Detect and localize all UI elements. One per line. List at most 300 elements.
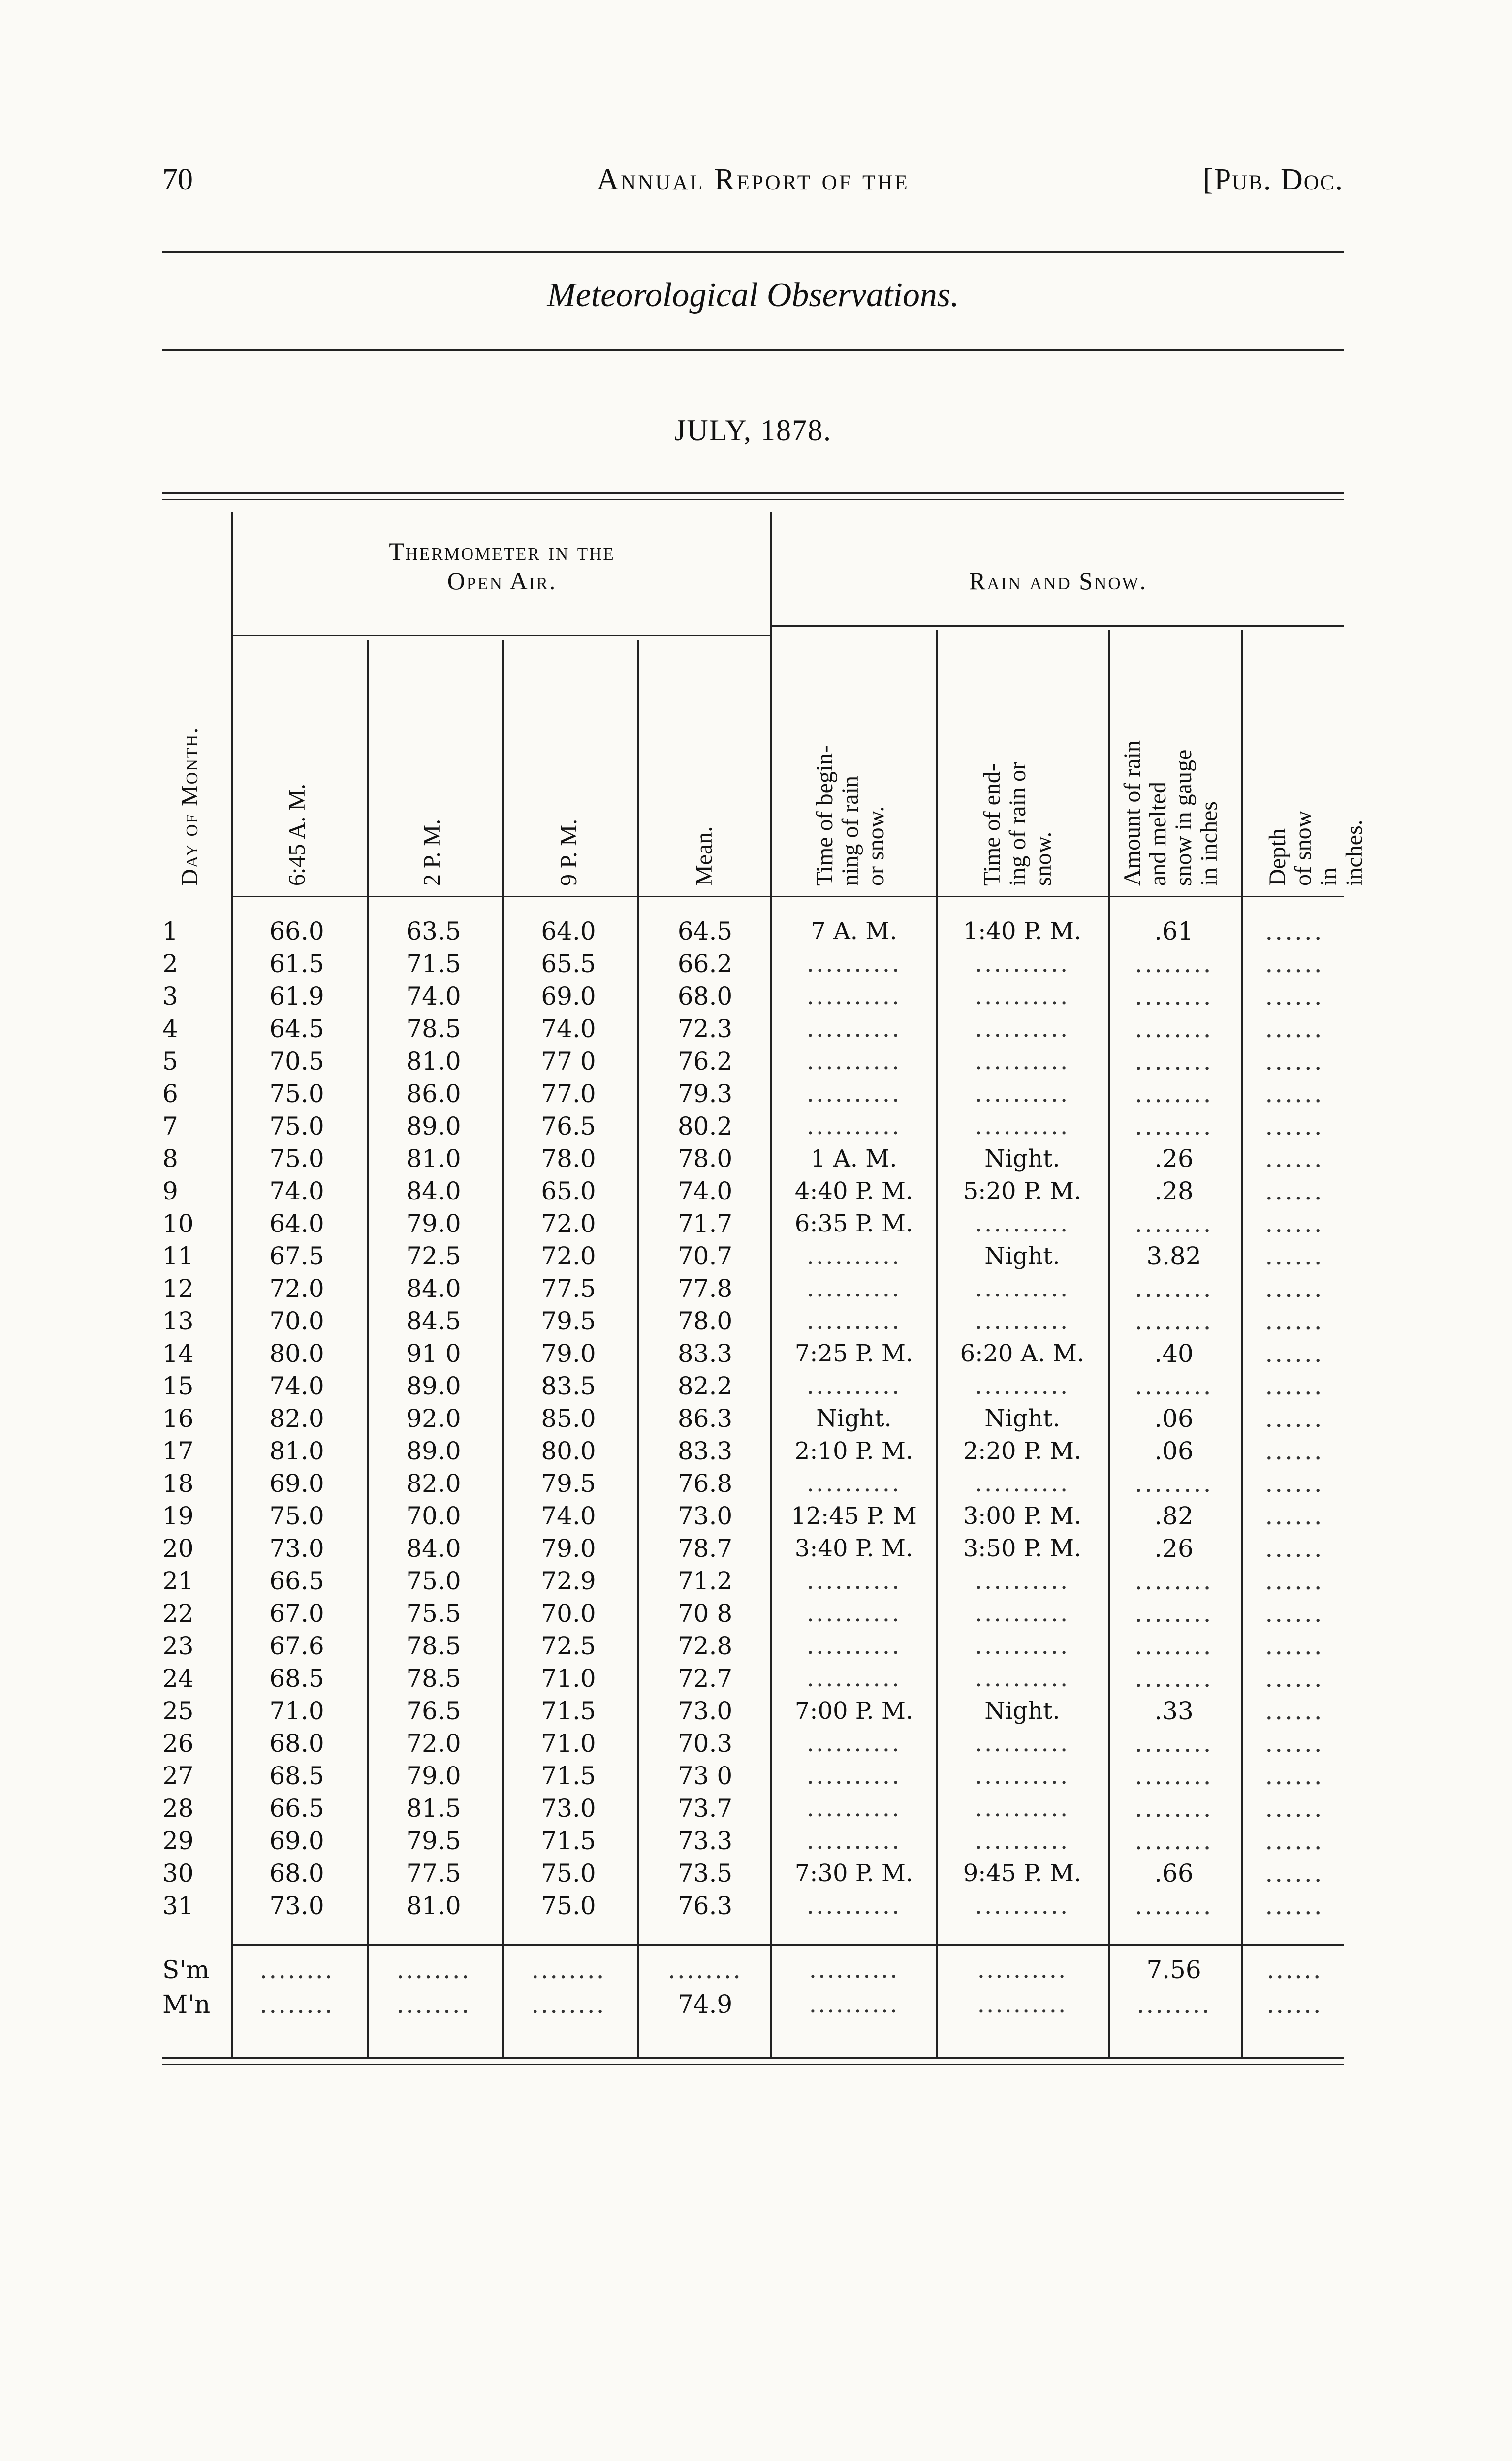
end-time-header: Time of end- ing of rain or snow.	[979, 762, 1056, 886]
table-row	[162, 1208, 1344, 1239]
end-time-cell: ..........	[975, 1307, 1070, 1335]
amount-cell: ........	[1134, 1014, 1213, 1043]
table-row	[162, 1890, 1344, 1922]
pm2-temp-cell: 79.0	[406, 1762, 461, 1790]
pm2-temp-cell: 71.5	[406, 949, 461, 978]
mean-temp-cell: 73.0	[677, 1697, 733, 1725]
end-time-cell: ..........	[975, 1827, 1070, 1855]
pm9-temp-cell: 72.9	[541, 1567, 596, 1595]
end-time-cell: ..........	[975, 1470, 1070, 1497]
amount-cell: ........	[1134, 1372, 1213, 1400]
begin-time-cell: 4:40 P. M.	[794, 1177, 914, 1205]
am-temp-cell: 68.0	[269, 1729, 324, 1758]
amount-cell: .06	[1154, 1404, 1194, 1433]
mean-temp-cell: 70.7	[677, 1242, 733, 1270]
am-temp-cell: 75.0	[269, 1112, 324, 1140]
amount-cell: ........	[1134, 1827, 1213, 1855]
pm2-header: 2 P. M.	[419, 819, 445, 886]
pm9-temp-cell: 71.5	[541, 1697, 596, 1725]
amount-cell: ........	[1134, 1047, 1213, 1075]
pm9-temp-cell: 70.0	[541, 1599, 596, 1628]
am-temp-cell: 75.0	[269, 1502, 324, 1530]
day-cell: 12	[162, 1274, 194, 1303]
mean-temp-cell: 78.0	[677, 1144, 733, 1173]
depth-cell: ......	[1265, 1794, 1324, 1823]
pm2-temp-cell: 77.5	[406, 1859, 461, 1888]
depth-cell: ......	[1265, 1274, 1324, 1303]
table-row	[162, 1175, 1344, 1207]
day-cell: 17	[162, 1437, 194, 1465]
depth-cell: ......	[1265, 1047, 1324, 1075]
pm2-temp-cell: 89.0	[406, 1437, 461, 1465]
sum-end: ..........	[977, 1956, 1068, 1984]
mean-temp-cell: 77.8	[677, 1274, 733, 1303]
end-time-cell: ..........	[975, 1567, 1070, 1595]
mean-temp-cell: 70.3	[677, 1729, 733, 1758]
end-time-cell: ..........	[975, 982, 1070, 1010]
day-cell: 31	[162, 1892, 194, 1920]
begin-time-cell: ..........	[806, 1372, 902, 1400]
table-row	[162, 1598, 1344, 1629]
end-time-cell: Night.	[984, 1697, 1060, 1725]
am-temp-cell: 68.0	[269, 1859, 324, 1888]
table-row	[162, 1403, 1344, 1434]
pm9-temp-cell: 72.5	[541, 1632, 596, 1660]
pm9-temp-cell: 79.0	[541, 1339, 596, 1368]
pm9-temp-cell: 71.0	[541, 1729, 596, 1758]
sum-pm2: ........	[396, 1956, 471, 1984]
begin-time-cell: ..........	[806, 1795, 902, 1822]
depth-cell: ......	[1265, 982, 1324, 1010]
table-bottom-rule	[162, 2057, 1344, 2065]
pm2-temp-cell: 89.0	[406, 1112, 461, 1140]
group-rule	[770, 625, 1344, 627]
day-cell: 2	[162, 949, 178, 978]
pm9-temp-cell: 77.0	[541, 1079, 596, 1108]
depth-cell: ......	[1265, 1209, 1324, 1238]
end-time-cell: 3:50 P. M.	[963, 1535, 1082, 1562]
day-cell: 30	[162, 1859, 194, 1888]
end-time-cell: 3:00 P. M.	[963, 1502, 1082, 1530]
pm9-temp-cell: 78.0	[541, 1144, 596, 1173]
mean-temp-cell: 76.3	[677, 1892, 733, 1920]
table-row	[162, 1110, 1344, 1142]
table-row	[162, 1728, 1344, 1759]
am-header: 6:45 A. M.	[284, 783, 310, 886]
mean-temp-cell: 73.7	[677, 1794, 733, 1823]
am-temp-cell: 67.0	[269, 1599, 324, 1628]
observations-table	[162, 492, 1367, 2072]
mean-temp-cell: 78.0	[677, 1307, 733, 1335]
begin-time-cell: ..........	[806, 982, 902, 1010]
amount-cell: ........	[1134, 1599, 1213, 1628]
day-cell: 24	[162, 1664, 194, 1693]
end-time-cell: Night.	[984, 1145, 1060, 1172]
table-row	[162, 915, 1344, 947]
pm9-temp-cell: 77.5	[541, 1274, 596, 1303]
table-row	[162, 980, 1344, 1012]
begin-time-cell: 1 A. M.	[811, 1145, 897, 1172]
begin-time-cell: ..........	[806, 1665, 902, 1692]
amount-cell: ........	[1134, 1112, 1213, 1140]
group-rule	[231, 635, 770, 636]
mean-header: Mean.	[691, 826, 717, 886]
am-temp-cell: 82.0	[269, 1404, 324, 1433]
pm2-temp-cell: 81.0	[406, 1892, 461, 1920]
amount-cell: .28	[1154, 1177, 1194, 1205]
depth-cell: ......	[1265, 1079, 1324, 1108]
am-temp-cell: 75.0	[269, 1144, 324, 1173]
day-cell: 6	[162, 1079, 178, 1108]
day-cell: 22	[162, 1599, 194, 1628]
table-row	[162, 1793, 1344, 1824]
mean-amount: ........	[1136, 1990, 1211, 2019]
table-row	[162, 1078, 1344, 1109]
pm9-temp-cell: 77 0	[541, 1047, 596, 1075]
am-temp-cell: 67.5	[269, 1242, 324, 1270]
pm2-temp-cell: 79.5	[406, 1827, 461, 1855]
end-time-cell: 1:40 P. M.	[963, 917, 1082, 945]
pm9-temp-cell: 85.0	[541, 1404, 596, 1433]
begin-time-cell: ..........	[806, 1047, 902, 1075]
amount-cell: ........	[1134, 1469, 1213, 1498]
header-bottom-rule	[231, 896, 1344, 897]
depth-cell: ......	[1265, 1404, 1324, 1433]
amount-cell: 3.82	[1146, 1242, 1201, 1270]
pm2-temp-cell: 63.5	[406, 917, 461, 946]
end-time-cell: ..........	[975, 1665, 1070, 1692]
end-time-cell: ..........	[975, 950, 1070, 978]
mean-temp-cell: 86.3	[677, 1404, 733, 1433]
pm9-temp-cell: 74.0	[541, 1014, 596, 1043]
end-time-cell: ..........	[975, 1632, 1070, 1660]
day-cell: 18	[162, 1469, 194, 1498]
sum-begin: ..........	[809, 1956, 899, 1984]
am-temp-cell: 69.0	[269, 1827, 324, 1855]
am-temp-cell: 72.0	[269, 1274, 324, 1303]
depth-cell: ......	[1265, 1729, 1324, 1758]
depth-cell: ......	[1265, 1859, 1324, 1888]
am-temp-cell: 66.5	[269, 1794, 324, 1823]
depth-cell: ......	[1265, 1599, 1324, 1628]
depth-cell: ......	[1265, 1827, 1324, 1855]
end-time-cell: ..........	[975, 1795, 1070, 1822]
depth-cell: ......	[1265, 1534, 1324, 1563]
begin-time-cell: ..........	[806, 1827, 902, 1855]
day-cell: 1	[162, 917, 178, 946]
pm2-temp-cell: 84.5	[406, 1307, 461, 1335]
sum-amount: 7.56	[1146, 1956, 1201, 1984]
pm9-temp-cell: 65.0	[541, 1177, 596, 1205]
amount-cell: ........	[1134, 1729, 1213, 1758]
pm2-temp-cell: 70.0	[406, 1502, 461, 1530]
pm2-temp-cell: 78.5	[406, 1014, 461, 1043]
mean-temp-cell: 83.3	[677, 1339, 733, 1368]
begin-time-cell: ..........	[806, 1567, 902, 1595]
depth-cell: ......	[1265, 1697, 1324, 1725]
day-cell: 14	[162, 1339, 194, 1368]
mean-temp-cell: 76.2	[677, 1047, 733, 1075]
pm2-temp-cell: 72.5	[406, 1242, 461, 1270]
end-time-cell: ..........	[975, 1372, 1070, 1400]
table-row	[162, 1143, 1344, 1174]
am-temp-cell: 75.0	[269, 1079, 324, 1108]
mean-temp-cell: 72.8	[677, 1632, 733, 1660]
day-cell: 29	[162, 1827, 194, 1855]
pm9-temp-cell: 65.5	[541, 949, 596, 978]
thermometer-group-header: Thermometer in the Open Air.	[389, 537, 615, 595]
mean-mean: 74.9	[677, 1990, 733, 2019]
amount-cell: ........	[1134, 1632, 1213, 1660]
sum-depth: ......	[1266, 1956, 1323, 1984]
pm2-temp-cell: 91 0	[406, 1339, 461, 1368]
mean-temp-cell: 68.0	[677, 982, 733, 1010]
table-row	[162, 1370, 1344, 1402]
mean-temp-cell: 66.2	[677, 949, 733, 978]
pm2-temp-cell: 81.0	[406, 1047, 461, 1075]
table-row	[162, 1013, 1344, 1044]
depth-cell: ......	[1265, 1567, 1324, 1595]
begin-time-header: Time of begin- ning of rain or snow.	[812, 745, 889, 886]
rain-snow-group-header: Rain and Snow.	[969, 567, 1148, 595]
am-temp-cell: 66.5	[269, 1567, 324, 1595]
end-time-cell: ..........	[975, 1762, 1070, 1790]
day-cell: 7	[162, 1112, 178, 1140]
day-cell: 21	[162, 1567, 194, 1595]
totals-rule	[231, 1944, 1344, 1946]
sum-pm9: ........	[531, 1956, 606, 1984]
mean-pm2: ........	[396, 1990, 471, 2019]
mean-temp-cell: 72.7	[677, 1664, 733, 1693]
pm9-temp-cell: 69.0	[541, 982, 596, 1010]
begin-time-cell: 7 A. M.	[811, 917, 897, 945]
am-temp-cell: 74.0	[269, 1177, 324, 1205]
day-cell: 16	[162, 1404, 194, 1433]
amount-cell: ........	[1134, 982, 1213, 1010]
day-cell: 26	[162, 1729, 194, 1758]
day-cell: 4	[162, 1014, 178, 1043]
amount-header: Amount of rain and melted snow in gauge in inches	[1119, 740, 1222, 886]
am-temp-cell: 67.6	[269, 1632, 324, 1660]
running-head	[162, 162, 1344, 207]
depth-cell: ......	[1265, 1014, 1324, 1043]
pm2-temp-cell: 78.5	[406, 1632, 461, 1660]
report-title: Annual Report of the	[597, 163, 910, 196]
begin-time-cell: 2:10 P. M.	[794, 1437, 914, 1465]
day-cell: 9	[162, 1177, 178, 1205]
pm2-temp-cell: 84.0	[406, 1274, 461, 1303]
am-temp-cell: 70.5	[269, 1047, 324, 1075]
begin-time-cell: ..........	[806, 1632, 902, 1660]
depth-cell: ......	[1265, 1762, 1324, 1790]
depth-cell: ......	[1265, 1144, 1324, 1173]
mean-end: ..........	[977, 1990, 1068, 2018]
table-row	[162, 1435, 1344, 1467]
pm9-temp-cell: 74.0	[541, 1502, 596, 1530]
depth-cell: ......	[1265, 1502, 1324, 1530]
sum-am: ........	[259, 1956, 334, 1984]
mean-pm9: ........	[531, 1990, 606, 2019]
sum-label: S'm	[162, 1956, 210, 1984]
pm2-temp-cell: 84.0	[406, 1534, 461, 1563]
begin-time-cell: ..........	[806, 1307, 902, 1335]
am-temp-cell: 68.5	[269, 1664, 324, 1693]
end-time-cell: 9:45 P. M.	[963, 1860, 1082, 1887]
mean-temp-cell: 73 0	[677, 1762, 733, 1790]
depth-cell: ......	[1265, 1372, 1324, 1400]
table-row	[162, 1760, 1344, 1792]
day-cell: 23	[162, 1632, 194, 1660]
table-top-rule	[162, 492, 1344, 500]
begin-time-cell: ..........	[806, 1892, 902, 1920]
pm2-temp-cell: 81.0	[406, 1144, 461, 1173]
begin-time-cell: ..........	[806, 1242, 902, 1270]
mean-temp-cell: 64.5	[677, 917, 733, 946]
table-row	[162, 1273, 1344, 1304]
day-cell: 25	[162, 1697, 194, 1725]
pm2-temp-cell: 79.0	[406, 1209, 461, 1238]
begin-time-cell: 7:25 P. M.	[794, 1340, 914, 1367]
month-title: JULY, 1878.	[674, 414, 832, 446]
table-row	[162, 1533, 1344, 1564]
am-temp-cell: 64.0	[269, 1209, 324, 1238]
pm9-temp-cell: 83.5	[541, 1372, 596, 1400]
begin-time-cell: 3:40 P. M.	[794, 1535, 914, 1562]
day-cell: 3	[162, 982, 178, 1010]
depth-cell: ......	[1265, 1892, 1324, 1920]
amount-cell: .66	[1154, 1859, 1194, 1888]
pm2-temp-cell: 84.0	[406, 1177, 461, 1205]
begin-time-cell: ..........	[806, 1762, 902, 1790]
pm2-temp-cell: 78.5	[406, 1664, 461, 1693]
end-time-cell: Night.	[984, 1242, 1060, 1270]
mean-am: ........	[259, 1990, 334, 2019]
pm9-temp-cell: 71.5	[541, 1762, 596, 1790]
pm9-temp-cell: 79.5	[541, 1469, 596, 1498]
begin-time-cell: ..........	[806, 1470, 902, 1497]
amount-cell: .61	[1154, 917, 1194, 946]
sum-row	[162, 1954, 1344, 1986]
depth-cell: ......	[1265, 1469, 1324, 1498]
day-cell: 20	[162, 1534, 194, 1563]
amount-cell: .82	[1154, 1502, 1194, 1530]
depth-cell: ......	[1265, 1437, 1324, 1465]
end-time-cell: Night.	[984, 1405, 1060, 1432]
table-row	[162, 1858, 1344, 1889]
end-time-cell: 2:20 P. M.	[963, 1437, 1082, 1465]
begin-time-cell: 7:30 P. M.	[794, 1860, 914, 1887]
table-row	[162, 1240, 1344, 1272]
depth-cell: ......	[1265, 949, 1324, 978]
day-cell: 5	[162, 1047, 178, 1075]
amount-cell: ........	[1134, 1079, 1213, 1108]
table-row	[162, 1695, 1344, 1727]
amount-cell: .06	[1154, 1437, 1194, 1465]
am-temp-cell: 73.0	[269, 1892, 324, 1920]
amount-cell: .33	[1154, 1697, 1194, 1725]
page-number: 70	[162, 163, 193, 196]
amount-cell: ........	[1134, 1274, 1213, 1303]
section-title: Meteorological Observations.	[547, 276, 959, 314]
mean-temp-cell: 70 8	[677, 1599, 733, 1628]
am-temp-cell: 71.0	[269, 1697, 324, 1725]
day-cell: 19	[162, 1502, 194, 1530]
day-cell: 28	[162, 1794, 194, 1823]
begin-time-cell: ..........	[806, 1730, 902, 1757]
mean-temp-cell: 71.7	[677, 1209, 733, 1238]
depth-cell: ......	[1265, 1177, 1324, 1205]
mean-temp-cell: 79.3	[677, 1079, 733, 1108]
pm9-temp-cell: 80.0	[541, 1437, 596, 1465]
mean-temp-cell: 71.2	[677, 1567, 733, 1595]
end-time-cell: ..........	[975, 1892, 1070, 1920]
mean-depth: ......	[1266, 1990, 1323, 2019]
mean-temp-cell: 78.7	[677, 1534, 733, 1563]
document-reference: [Pub. Doc.	[1203, 163, 1344, 196]
pm9-temp-cell: 73.0	[541, 1794, 596, 1823]
table-row	[162, 1045, 1344, 1077]
table-row	[162, 1825, 1344, 1857]
pm9-temp-cell: 64.0	[541, 917, 596, 946]
depth-cell: ......	[1265, 1339, 1324, 1368]
am-temp-cell: 64.5	[269, 1014, 324, 1043]
amount-cell: ........	[1134, 1762, 1213, 1790]
pm2-temp-cell: 82.0	[406, 1469, 461, 1498]
header-rule	[162, 251, 1344, 253]
pm2-temp-cell: 75.5	[406, 1599, 461, 1628]
begin-time-cell: ..........	[806, 950, 902, 978]
am-temp-cell: 69.0	[269, 1469, 324, 1498]
mean-temp-cell: 73.0	[677, 1502, 733, 1530]
end-time-cell: ..........	[975, 1600, 1070, 1627]
day-cell: 13	[162, 1307, 194, 1335]
amount-cell: .26	[1154, 1534, 1194, 1563]
pm2-temp-cell: 89.0	[406, 1372, 461, 1400]
depth-cell: ......	[1265, 1307, 1324, 1335]
day-cell: 15	[162, 1372, 194, 1400]
table-row	[162, 1630, 1344, 1662]
amount-cell: ........	[1134, 1892, 1213, 1920]
pm2-temp-cell: 74.0	[406, 982, 461, 1010]
mean-temp-cell: 82.2	[677, 1372, 733, 1400]
end-time-cell: ..........	[975, 1015, 1070, 1042]
mean-temp-cell: 80.2	[677, 1112, 733, 1140]
pm9-temp-cell: 71.5	[541, 1827, 596, 1855]
amount-cell: .26	[1154, 1144, 1194, 1173]
table-row	[162, 1468, 1344, 1499]
am-temp-cell: 70.0	[269, 1307, 324, 1335]
amount-cell: ........	[1134, 949, 1213, 978]
sum-mean: ........	[667, 1956, 743, 1984]
end-time-cell: ..........	[975, 1080, 1070, 1107]
am-temp-cell: 81.0	[269, 1437, 324, 1465]
depth-cell: ......	[1265, 1632, 1324, 1660]
day-cell: 8	[162, 1144, 178, 1173]
amount-cell: ........	[1134, 1209, 1213, 1238]
mean-temp-cell: 73.5	[677, 1859, 733, 1888]
pm9-temp-cell: 72.0	[541, 1209, 596, 1238]
begin-time-cell: ..........	[806, 1275, 902, 1302]
mean-temp-cell: 76.8	[677, 1469, 733, 1498]
am-temp-cell: 61.5	[269, 949, 324, 978]
pm9-temp-cell: 72.0	[541, 1242, 596, 1270]
begin-time-cell: ..........	[806, 1600, 902, 1627]
amount-cell: ........	[1134, 1794, 1213, 1823]
table-row	[162, 1663, 1344, 1694]
day-cell: 11	[162, 1242, 194, 1270]
depth-cell: ......	[1265, 1242, 1324, 1270]
end-time-cell: ..........	[975, 1275, 1070, 1302]
